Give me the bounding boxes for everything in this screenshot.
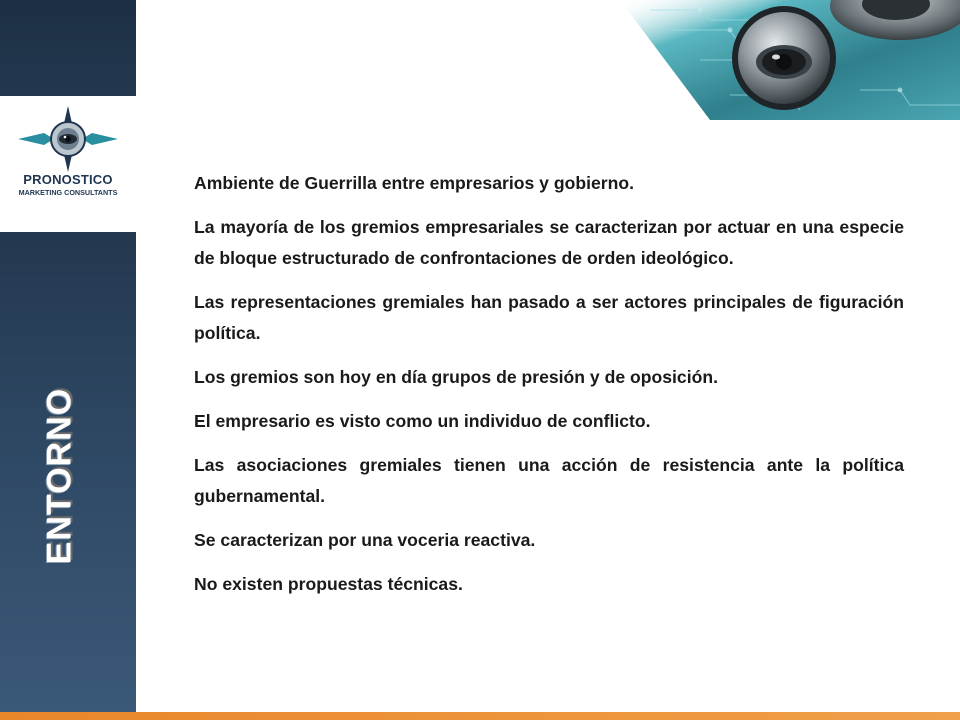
sidebar-title: ENTORNO <box>40 387 79 565</box>
logo-subtitle: MARKETING CONSULTANTS <box>18 188 118 197</box>
header-eye-art <box>560 0 960 120</box>
paragraph: Los gremios son hoy en día grupos de presión y de oposición. <box>194 367 718 387</box>
paragraph: Ambiente de Guerrilla entre empresarios y gobierno. <box>194 173 634 193</box>
eye-compass-icon <box>10 104 126 174</box>
logo-name: PRONOSTICO <box>23 172 113 187</box>
paragraph: Las representaciones gremiales han pasado a ser actores principales de figuración política. <box>194 292 904 343</box>
paragraph: No existen propuestas técnicas. <box>194 574 463 594</box>
top-left-bar <box>0 0 136 96</box>
paragraph: Se caracterizan por una voceria reactiva. <box>194 530 536 550</box>
paragraph: El empresario es visto como un individuo de conflicto. <box>194 411 651 431</box>
paragraph: La mayoría de los gremios empresariales se caracterizan por actuar en una especie de bloque estructurado de confrontaciones de orden ideológico. <box>194 217 904 268</box>
paragraph: Las asociaciones gremiales tienen una acción de resistencia ante la política gubernamental. <box>194 455 904 506</box>
bottom-accent-bar <box>0 712 960 720</box>
content-body <box>194 168 904 613</box>
pronostico-logo <box>10 104 126 204</box>
